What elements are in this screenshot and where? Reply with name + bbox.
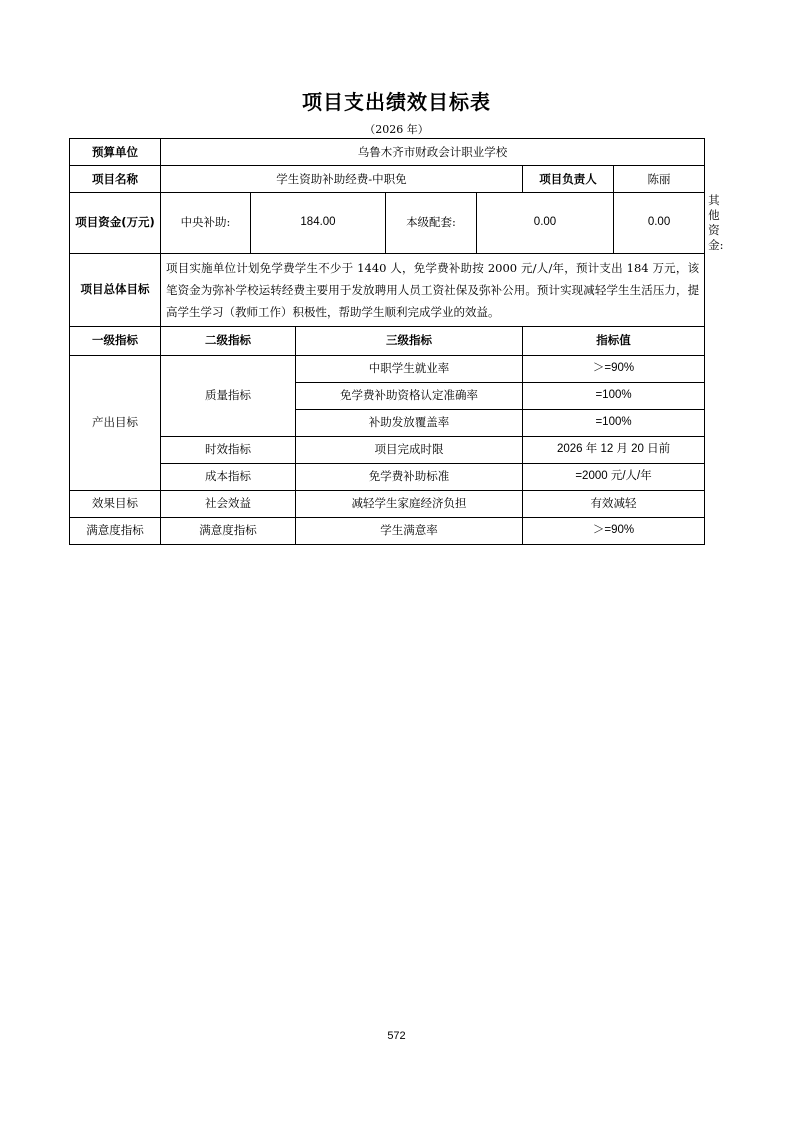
project-name-label: 项目名称 [70,166,161,193]
table-row [70,490,705,517]
header-value: 指标值 [523,326,705,355]
indicator-value: =100% [523,382,705,409]
table-row [70,463,705,490]
project-leader-label: 项目负责人 [523,166,614,193]
table-row [70,355,705,382]
header-level3: 三级指标 [296,326,523,355]
output-goal-label: 产出目标 [70,355,161,490]
header-level2: 二级指标 [161,326,296,355]
project-name-row [70,166,705,193]
indicator-name: 免学费补助资格认定准确率 [296,382,523,409]
indicator-value: 2026 年 12 月 20 日前 [523,436,705,463]
indicator-value: =2000 元/人/年 [523,463,705,490]
project-name-value: 学生资助补助经费-中职免 [161,166,523,193]
page-number: 572 [387,1030,406,1042]
satisfaction-indicator-label: 满意度指标 [161,517,296,544]
budget-unit-label: 预算单位 [70,139,161,166]
indicator-name: 项目完成时限 [296,436,523,463]
indicator-name: 免学费补助标准 [296,463,523,490]
local-funding-value: 0.00 [477,193,614,254]
indicator-name: 补助发放覆盖率 [296,409,523,436]
funding-row: 项目资金(万元) 中央补助: 184.00 本级配套: 0.00 0.00 其他资金: [70,193,705,254]
budget-unit-row [70,139,705,166]
indicator-name: 中职学生就业率 [296,355,523,382]
satisfaction-goal-label: 满意度指标 [70,517,161,544]
page-title: 项目支出绩效目标表 [302,90,491,114]
central-funding-label: 中央补助: [161,193,251,254]
header-level1: 一级指标 [70,326,161,355]
indicator-value: ＞=90% [523,355,705,382]
budget-unit-value: 乌鲁木齐市财政会计职业学校 [161,139,705,166]
effect-goal-label: 效果目标 [70,490,161,517]
overall-goal-label: 项目总体目标 [70,253,161,326]
table-row [70,517,705,544]
overall-goal-text: 项目实施单位计划免学费学生不少于 1440 人，免学费补助按 2000 元/人/年，预计支出 184 万元，该笔资金为弥补学校运转经费主要用于发放聘用人员工资社保及弥补公用。预计实现减轻学生生活压力，提高学生学习（教师工作）积极性，帮助学生顺利完成学业的效益。 [161,253,705,326]
other-funding-cell [614,193,705,254]
year-label: （2026 年） [364,123,429,136]
timeliness-indicator-label: 时效指标 [161,436,296,463]
funding-label: 项目资金(万元) [70,193,161,254]
indicator-header-row [70,326,705,355]
central-funding-value: 184.00 [251,193,386,254]
overall-goal-row [70,253,705,326]
indicator-name: 减轻学生家庭经济负担 [296,490,523,517]
performance-table [69,138,724,545]
local-funding-label: 本级配套: [386,193,477,254]
cost-indicator-label: 成本指标 [161,463,296,490]
indicator-value: =100% [523,409,705,436]
social-benefit-label: 社会效益 [161,490,296,517]
indicator-value: ＞=90% [523,517,705,544]
indicator-name: 学生满意率 [296,517,523,544]
table-row [70,436,705,463]
other-funding-value: 0.00 [647,216,671,229]
project-leader-value: 陈丽 [614,166,705,193]
quality-indicator-label: 质量指标 [161,355,296,436]
indicator-value: 有效减轻 [523,490,705,517]
